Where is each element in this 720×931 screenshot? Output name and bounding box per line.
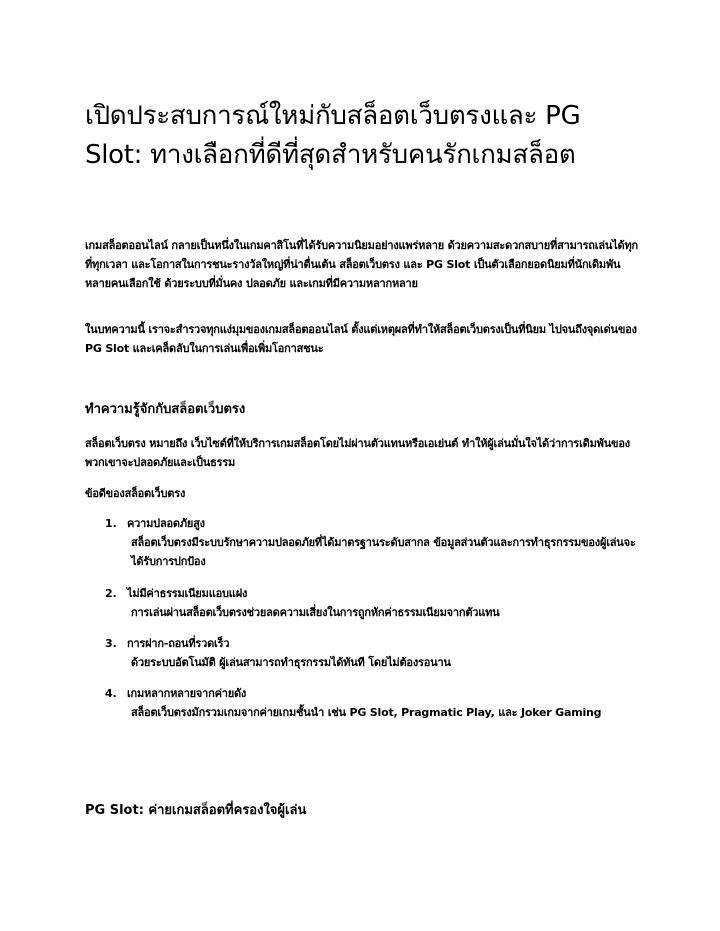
advantages-list xyxy=(85,634,645,672)
intro-paragraph-1: เกมสล็อตออนไลน์ กลายเป็นหนึ่งในเกมคาสิโนที่ได้รับความนิยมอย่างแพร่หลาย ด้วยความสะดวกสบายที่สามารถเล่นได้ทุกที่ทุกเวลา และโอกาสในการชนะรางวัลใหญ่ที่น่าตื่นเต้น สล็อตเว็บตรง และ PG Slot เป็นตัวเลือกยอดนิยมที่นักเดิมพันหลายคนเลือกใช้ ด้วยระบบที่มั่นคง ปลอดภัย และเกมที่มีความหลากหลาย xyxy=(85,239,638,290)
advantages-list xyxy=(85,584,645,622)
list-item xyxy=(85,584,645,622)
list-item xyxy=(85,684,645,722)
section-heading-direct-web-slot: ทำความรู้จักกับสล็อตเว็บตรง xyxy=(85,402,246,417)
section-heading-pg-slot: PG Slot: ค่ายเกมสล็อตที่ครองใจผู้เล่น xyxy=(85,803,307,818)
list-item-number: 1. xyxy=(105,517,117,530)
list-item xyxy=(85,634,645,672)
list-item-title: ไม่มีค่าธรรมเนียมแอบแฝง xyxy=(127,587,248,600)
list-item-text: ด้วยระบบอัตโนมัติ ผู้เล่นสามารถทำธุรกรรมได้ทันที โดยไม่ต้องรอนาน xyxy=(131,656,451,669)
list-item-title: การฝาก-ถอนที่รวดเร็ว xyxy=(127,637,230,650)
list-item-text: สล็อตเว็บตรงมักรวมเกมจากค่ายเกมชั้นนำ เช่น PG Slot, Pragmatic Play, และ Joker Gaming xyxy=(131,706,602,719)
list-item xyxy=(85,514,645,571)
direct-web-slot-definition: สล็อตเว็บตรง หมายถึง เว็บไซต์ที่ให้บริการเกมสล็อตโดยไม่ผ่านตัวแทนหรือเอเย่นต์ ทำให้ผู้เล่นมั่นใจได้ว่าการเดิมพันของพวกเขาจะปลอดภัยและเป็นธรรม xyxy=(85,437,630,469)
advantages-list xyxy=(85,684,645,722)
list-item-text: สล็อตเว็บตรงมีระบบรักษาความปลอดภัยที่ได้มาตรฐานระดับสากล ข้อมูลส่วนตัวและการทำธุรกรรมของผู้เล่นจะได้รับการปกป้อง xyxy=(131,536,636,568)
intro-paragraph-2: ในบทความนี้ เราจะสำรวจทุกแง่มุมของเกมสล็อตออนไลน์ ตั้งแต่เหตุผลที่ทำให้สล็อตเว็บตรงเป็นที่นิยม ไปจนถึงจุดเด่นของ PG Slot และเคล็ดลับในการเล่นเพื่อเพิ่มโอกาสชนะ xyxy=(85,323,637,355)
advantages-list xyxy=(85,514,645,571)
page-title: เปิดประสบการณ์ใหม่กับสล็อตเว็บตรงและ PG Slot: ทางเลือกที่ดีที่สุดสำหรับคนรักเกมสล็อต xyxy=(85,101,581,170)
advantages-label: ข้อดีของสล็อตเว็บตรง xyxy=(85,487,186,500)
list-item-text: การเล่นผ่านสล็อตเว็บตรงช่วยลดความเสี่ยงในการถูกหักค่าธรรมเนียมจากตัวแทน xyxy=(131,606,500,619)
list-item-number: 3. xyxy=(105,637,117,650)
list-item-title: เกมหลากหลายจากค่ายดัง xyxy=(127,687,247,700)
list-item-number: 4. xyxy=(105,687,117,700)
list-item-title: ความปลอดภัยสูง xyxy=(127,517,205,530)
list-item-number: 2. xyxy=(105,587,117,600)
